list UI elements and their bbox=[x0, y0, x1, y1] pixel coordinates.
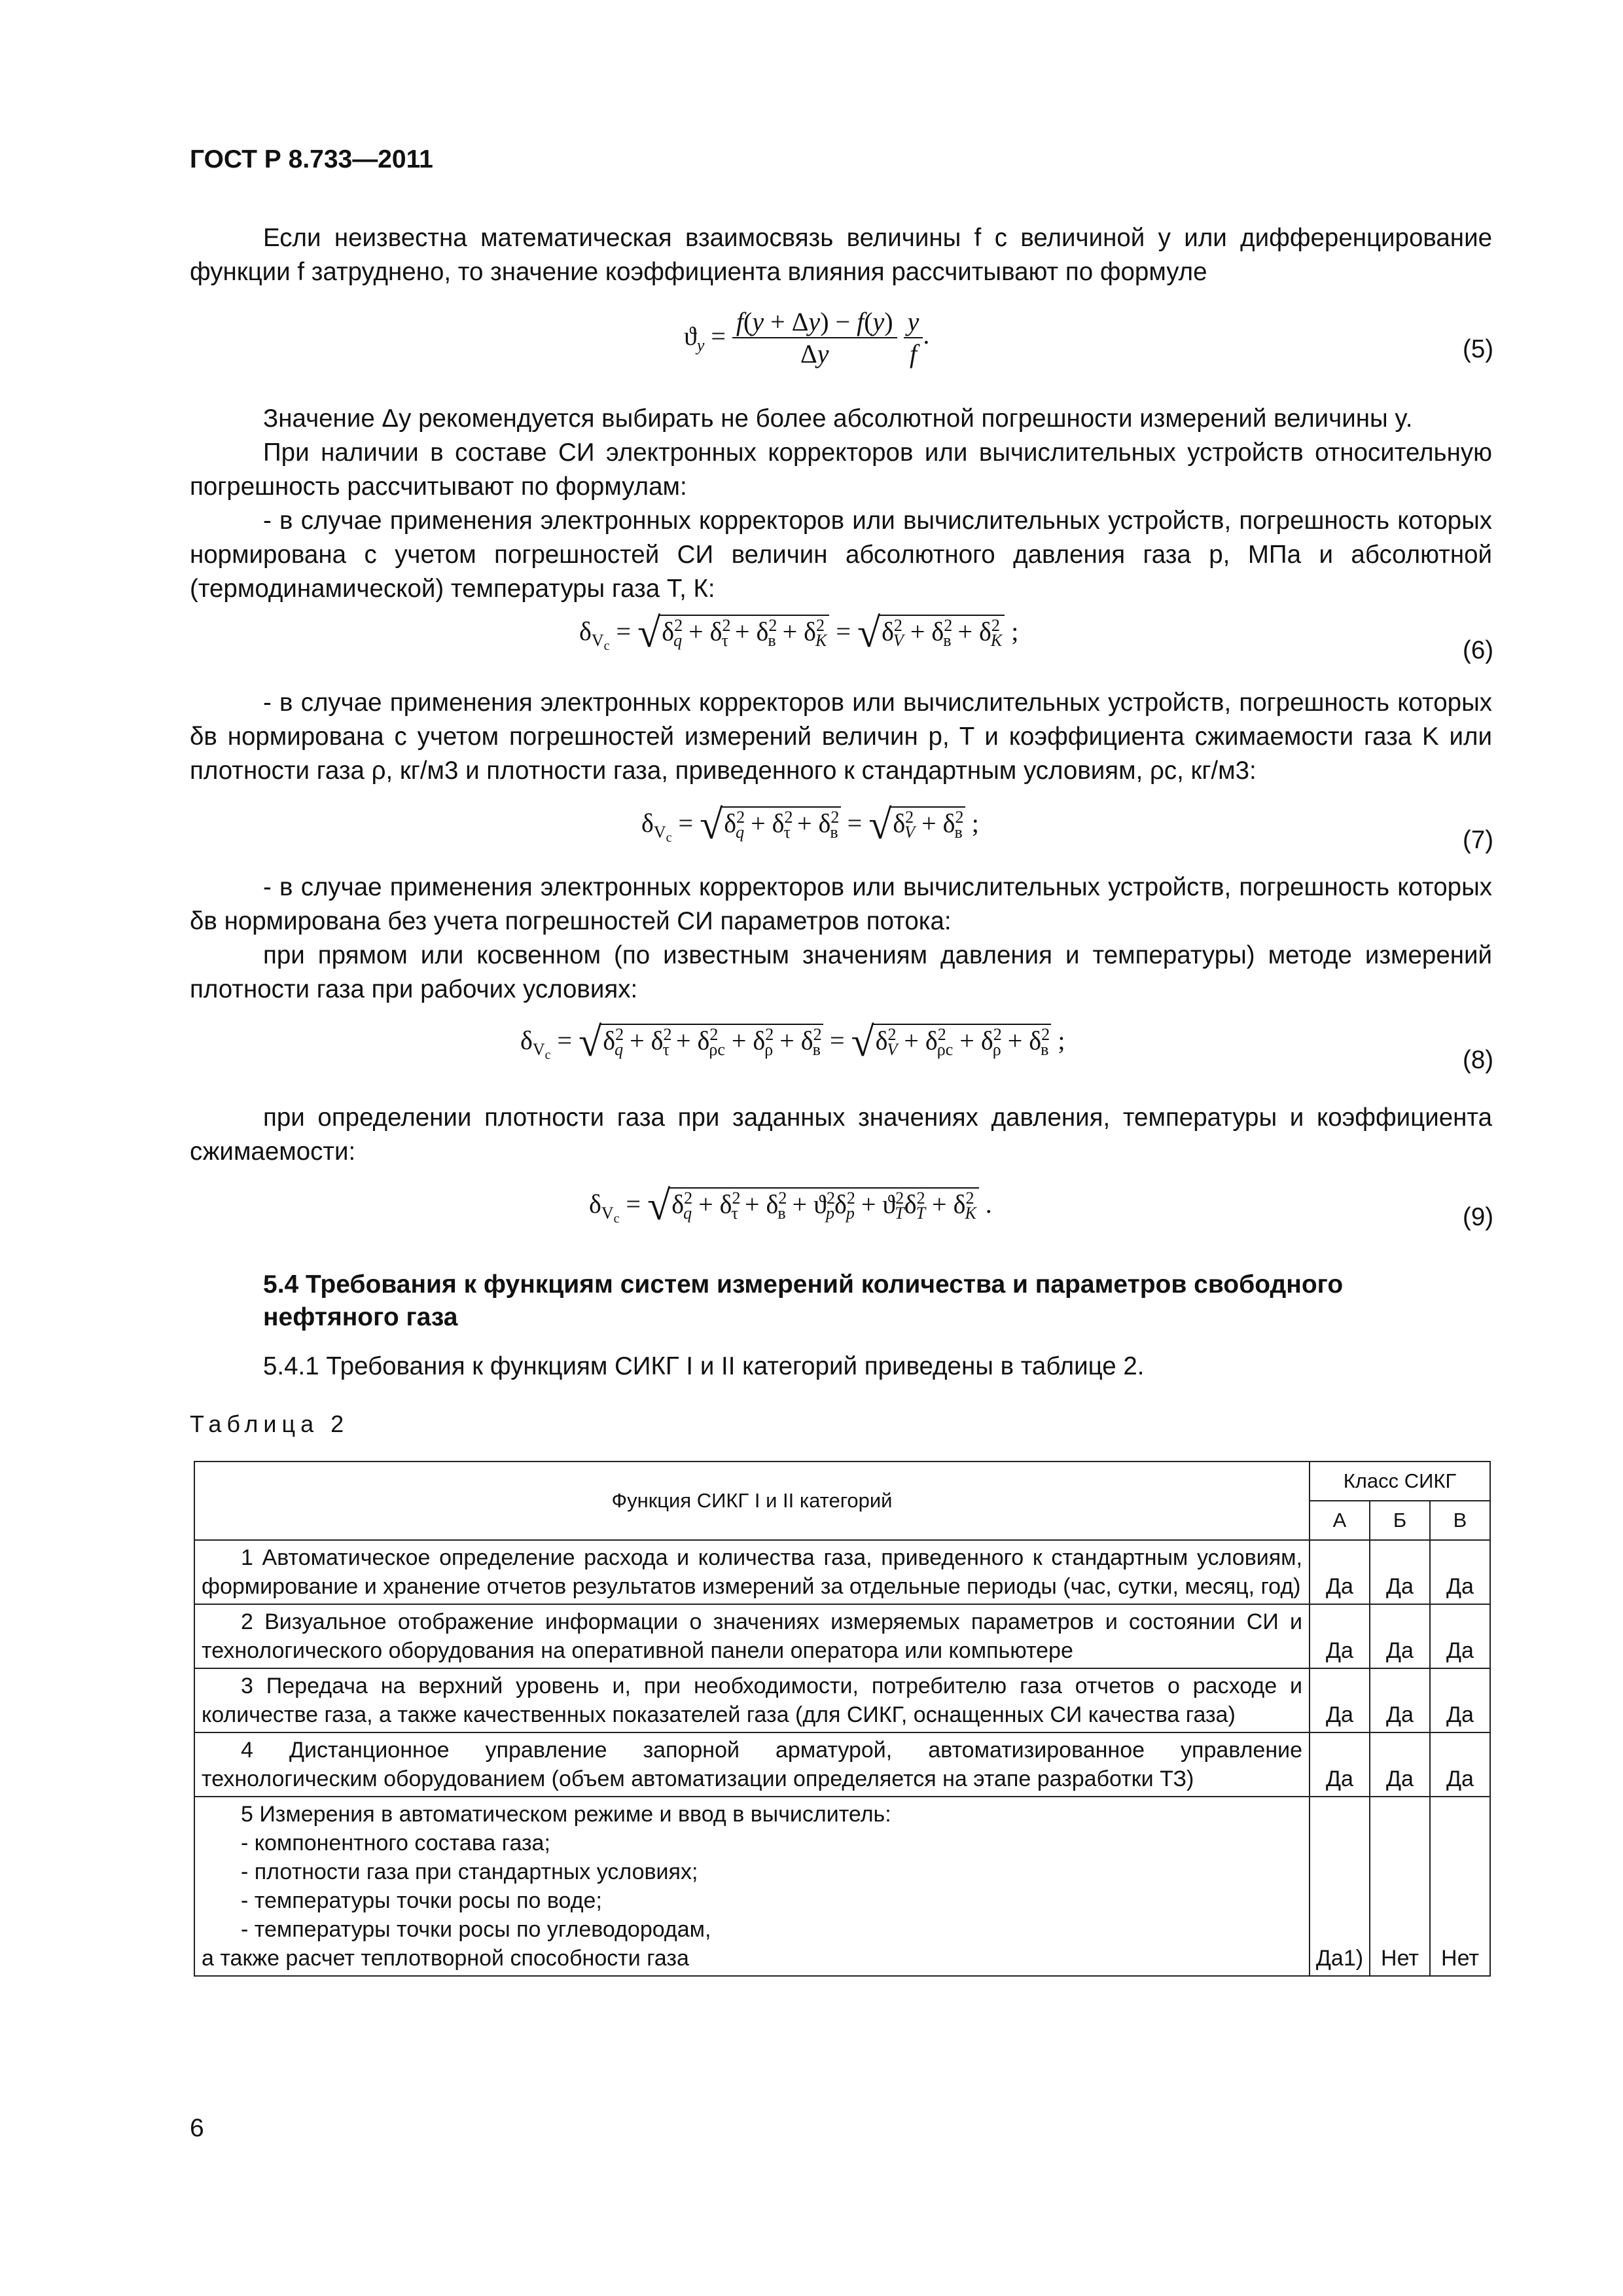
table-cell-function: 3 Передача на верхний уровень и, при необходимости, потребителю газа отчетов о расходе и количестве газа, а также качественных показателей газа (для СИКГ, оснащенных СИ качества газа) bbox=[194, 1668, 1310, 1732]
paragraph-5: - в случае применения электронных корректоров или вычислительных устройств, погрешность которых δв нормирована с учетом погрешностей измерений величин p, T и коэффициента сжимаемости газа K или плотности газа ρ, кг/м3 и плотности газа, приведенного к стандартным условиям, ρc, кг/м3: bbox=[190, 689, 1492, 785]
table-row bbox=[194, 1797, 1490, 1976]
table-row bbox=[194, 1668, 1490, 1732]
table-header-class: Класс СИКГ bbox=[1310, 1462, 1490, 1501]
formula-number-8: (8) bbox=[1463, 1046, 1494, 1074]
table-header-function: Функция СИКГ I и II категорий bbox=[194, 1462, 1310, 1540]
table-cell-function: 5 Измерения в автоматическом режиме и ввод в вычислитель: - компонентного состава газа; - плотности газа при стандартных условиях; - температуры точки росы по воде; - температуры точки росы по углеводородам, а также расчет теплотворной способности газа bbox=[194, 1797, 1310, 1976]
table-caption: Таблица 2 bbox=[190, 1410, 349, 1437]
table-cell-a: Да bbox=[1310, 1732, 1370, 1797]
formula-number-9: (9) bbox=[1463, 1203, 1494, 1231]
table-row bbox=[194, 1732, 1490, 1797]
table-cell-function: 1 Автоматическое определение расхода и количества газа, приведенного к стандартным условиям, формирование и хранение отчетов результатов измерений за отдельные периоды (час, сутки, месяц, год) bbox=[194, 1540, 1310, 1604]
table-cell-a: Да bbox=[1310, 1668, 1370, 1732]
table-cell-v: Да bbox=[1430, 1604, 1490, 1668]
formula-6: $\delta_{V_c} = √\delta^2_q + \delta^2_\tau + \delta^2_в + \delta^2_K = √\delta^2_V + \delta^2_в + \delta^2_K$ ; bbox=[579, 609, 1019, 656]
table-cell-a: Да1) bbox=[1310, 1797, 1370, 1976]
table-cell-b: Да bbox=[1370, 1604, 1430, 1668]
formula-number-7: (7) bbox=[1463, 826, 1494, 854]
table-cell-v: Нет bbox=[1430, 1797, 1490, 1976]
table-cell-v: Да bbox=[1430, 1732, 1490, 1797]
page-number: 6 bbox=[190, 2114, 204, 2142]
document-header: ГОСТ Р 8.733—2011 bbox=[190, 145, 433, 173]
formula-8: $\delta_{V_c} = √\delta^2_q + \delta^2_\tau + \delta^2_{\rho c} + \delta^2_\rho + \delta^2_в = √\delta^2_V + \delta^2_{\rho c} + \delta^2_\rho + \delta^2_в$ ; bbox=[520, 1018, 1065, 1065]
table-row bbox=[194, 1540, 1490, 1604]
formula-5: $ϑ_y$ = $\frac{f(y + \Delta y) - f(y)}{\Delta y}$ $\frac{y}{f}$ . bbox=[684, 307, 930, 368]
formula-9: $\delta_{V_c} = √\delta^2_q + \delta^2_\tau + \delta^2_в + ϑ^2_p\delta^2_p + ϑ^2_T\delta^2_T + \delta^2_K$ . bbox=[589, 1182, 992, 1229]
formula-number-5: (5) bbox=[1463, 335, 1494, 363]
paragraph-2: Значение Δy рекомендуется выбирать не более абсолютной погрешности измерений величины y. bbox=[263, 404, 1413, 433]
section-text: 5.4.1 Требования к функциям СИКГ I и II категорий приведены в таблице 2. bbox=[263, 1352, 1145, 1380]
table-cell-function: 4 Дистанционное управление запорной арматурой, автоматизированное управление технологическим оборудованием (объем автоматизации определяется на этапе разработки ТЗ) bbox=[194, 1732, 1310, 1797]
paragraph-3: При наличии в составе СИ электронных корректоров или вычислительных устройств относительную погрешность рассчитывают по формулам: bbox=[190, 439, 1492, 501]
paragraph-6: - в случае применения электронных корректоров или вычислительных устройств, погрешность которых δв нормирована без учета погрешностей СИ параметров потока: bbox=[190, 873, 1492, 935]
table-cell-b: Нет bbox=[1370, 1797, 1430, 1976]
table-cell-v: Да bbox=[1430, 1540, 1490, 1604]
table-cell-v: Да bbox=[1430, 1668, 1490, 1732]
table-2 bbox=[194, 1461, 1491, 1977]
table-cell-b: Да bbox=[1370, 1732, 1430, 1797]
table-cell-b: Да bbox=[1370, 1668, 1430, 1732]
paragraph-8: при определении плотности газа при заданных значениях давления, температуры и коэффициента сжимаемости: bbox=[190, 1103, 1492, 1166]
formula-number-6: (6) bbox=[1463, 636, 1494, 664]
table-row bbox=[194, 1604, 1490, 1668]
paragraph-1: Если неизвестна математическая взаимосвязь величины f с величиной y или дифференцирование функции f затруднено, то значение коэффициента влияния рассчитывают по формуле bbox=[190, 224, 1492, 286]
table-header-class-b: Б bbox=[1370, 1501, 1430, 1540]
paragraph-7: при прямом или косвенном (по известным значениям давления и температуры) методе измерений плотности газа при рабочих условиях: bbox=[190, 941, 1492, 1003]
paragraph-4: - в случае применения электронных корректоров или вычислительных устройств, погрешность которых нормирована с учетом погрешностей СИ величин абсолютного давления газа p, МПа и абсолютной (термодинамической) температуры газа T, К: bbox=[190, 507, 1492, 603]
section-heading: 5.4 Требования к функциям систем измерений количества и параметров свободного нефтяного газа bbox=[263, 1270, 1344, 1331]
table-header-class-a: А bbox=[1310, 1501, 1370, 1540]
table-cell-b: Да bbox=[1370, 1540, 1430, 1604]
table-header-class-v: В bbox=[1430, 1501, 1490, 1540]
formula-7: $\delta_{V_c} = √\delta^2_q + \delta^2_\tau + \delta^2_в = √\delta^2_V + \delta^2_в$ ; bbox=[641, 801, 979, 848]
table-cell-a: Да bbox=[1310, 1540, 1370, 1604]
table-cell-function: 2 Визуальное отображение информации о значениях измеряемых параметров и состоянии СИ и технологического оборудования на оперативной панели оператора или компьютере bbox=[194, 1604, 1310, 1668]
table-cell-a: Да bbox=[1310, 1604, 1370, 1668]
